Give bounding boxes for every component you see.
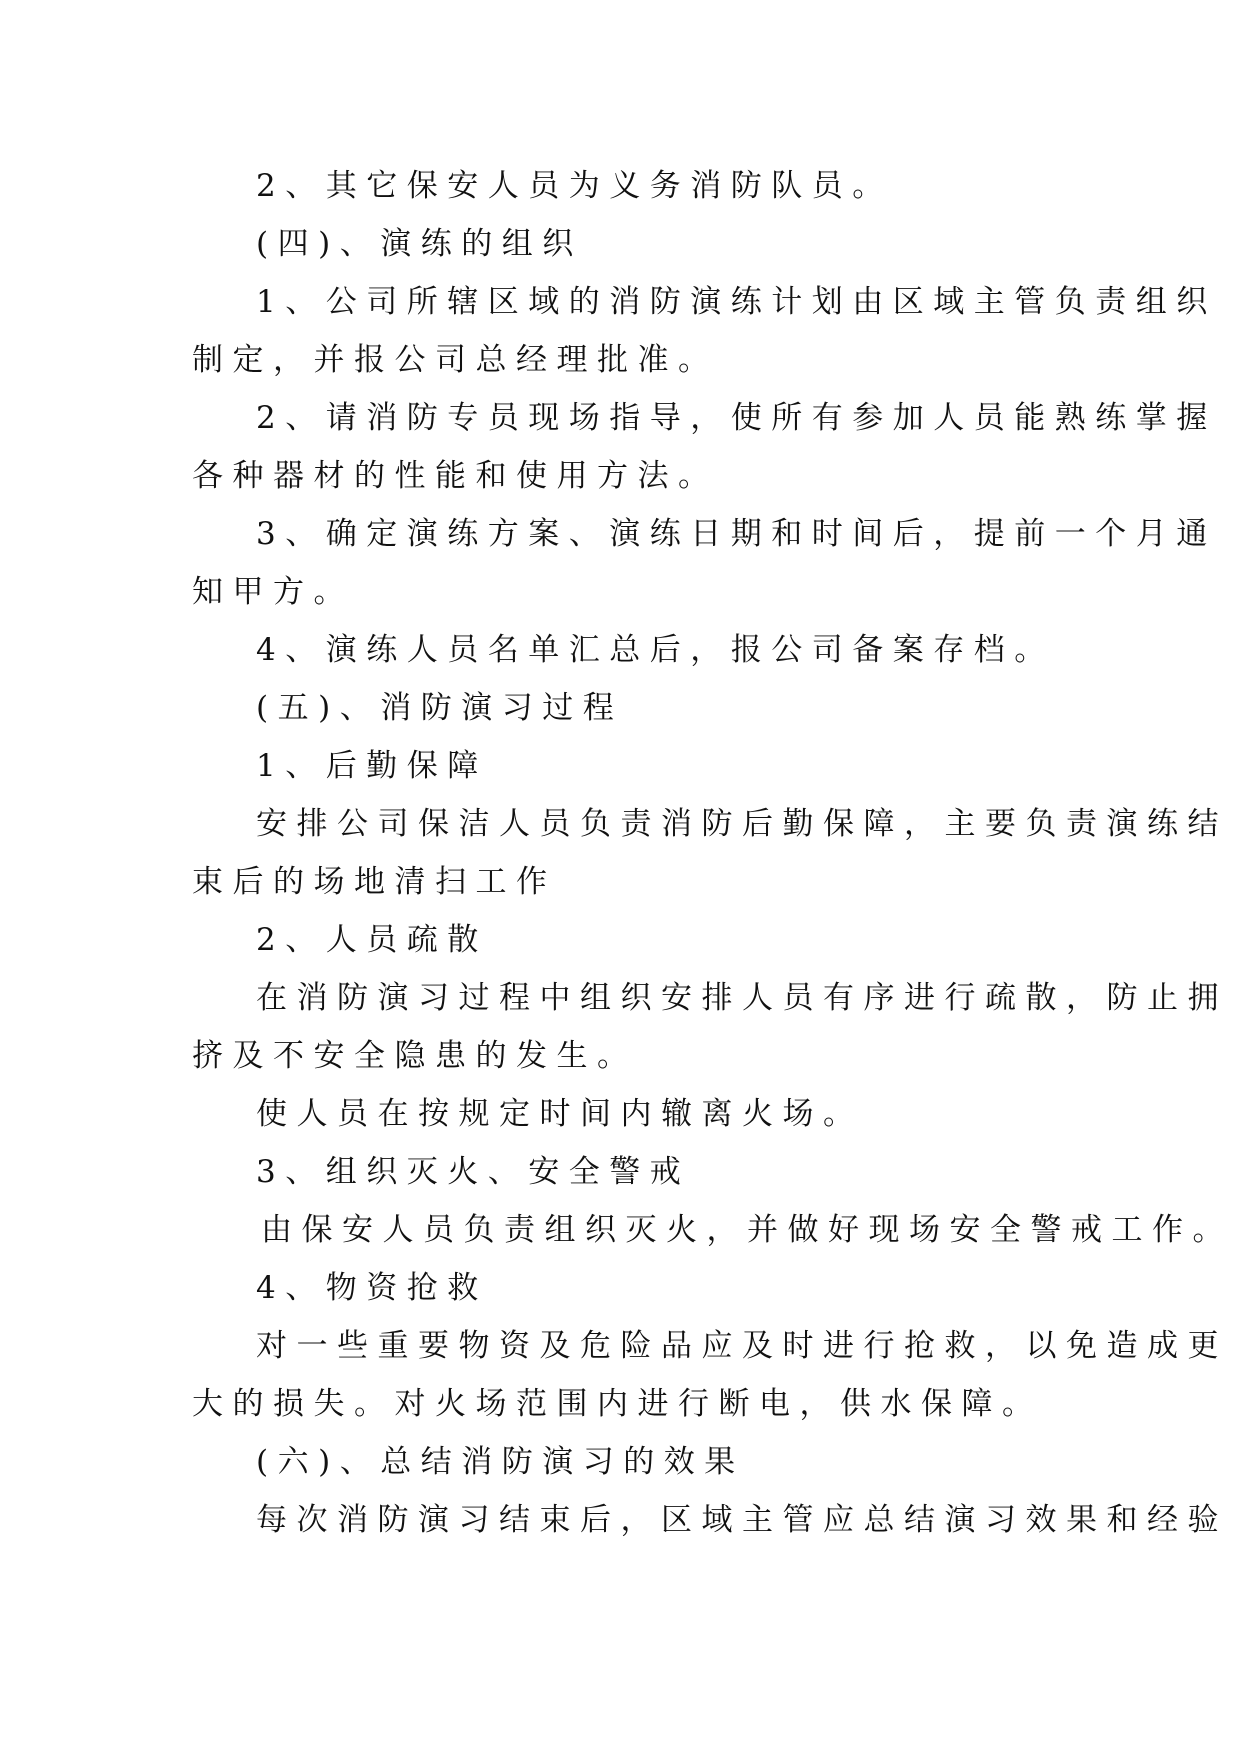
paragraph-line: 各种器材的性能和使用方法。: [192, 458, 719, 494]
paragraph-line: 制定，并报公司总经理批准。: [192, 342, 719, 378]
paragraph-line: 4、演练人员名单汇总后，报公司备案存档。: [256, 632, 1055, 668]
paragraph-line: 安排公司保洁人员负责消防后勤保障，主要负责演练结: [256, 806, 1228, 842]
paragraph-line: 束后的场地清扫工作: [192, 864, 557, 900]
paragraph-line: 2、其它保安人员为义务消防队员。: [256, 168, 893, 204]
paragraph-line: 大的损失。对火场范围内进行断电，供水保障。: [192, 1386, 1043, 1422]
paragraph-line: 3、确定演练方案、演练日期和时间后，提前一个月通: [256, 516, 1217, 552]
paragraph-line: 使人员在按规定时间内辙离火场。: [256, 1096, 864, 1132]
subheading: 1、后勤保障: [256, 748, 488, 784]
paragraph-line: 2、请消防专员现场指导，使所有参加人员能熟练掌握: [256, 400, 1217, 436]
paragraph-line: 由保安人员负责组织灭火，并做好现场安全警戒工作。: [261, 1212, 1233, 1248]
paragraph-line: 在消防演习过程中组织安排人员有序进行疏散，防止拥: [256, 980, 1228, 1016]
subheading: 3、组织灭火、安全警戒: [256, 1154, 691, 1190]
section-heading: (四)、演练的组织: [256, 226, 583, 262]
paragraph-line: 知甲方。: [192, 574, 354, 610]
subheading: 2、人员疏散: [256, 922, 488, 958]
section-heading: (六)、总结消防演习的效果: [256, 1444, 745, 1480]
paragraph-line: 1、公司所辖区域的消防演练计划由区域主管负责组织: [256, 284, 1217, 320]
paragraph-line: 挤及不安全隐患的发生。: [192, 1038, 638, 1074]
paragraph-line: 每次消防演习结束后，区域主管应总结演习效果和经验: [256, 1502, 1228, 1538]
paragraph-line: 对一些重要物资及危险品应及时进行抢救，以免造成更: [256, 1328, 1228, 1364]
section-heading: (五)、消防演习过程: [256, 690, 624, 726]
subheading: 4、物资抢救: [256, 1270, 488, 1306]
